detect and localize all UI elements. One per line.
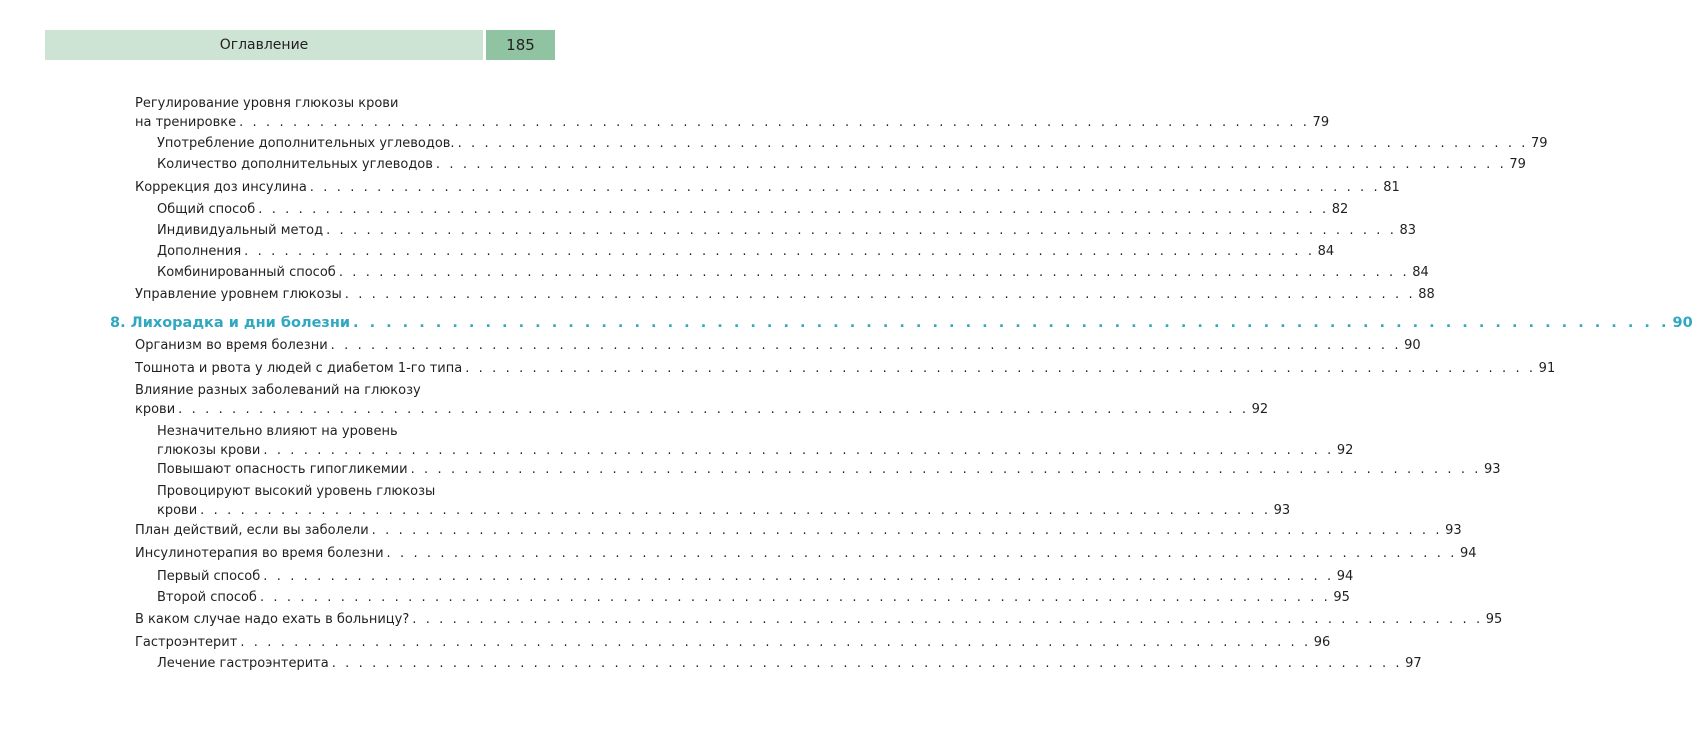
dot-leader: . . . . . . . . . . . . . . . . . . . . . . . . . . . . . . . . . . . . . . . . . . . . . . . . . . . . . . . . . . . . . . . . . . . . . . . . . . . . . . . .: [412, 612, 1483, 627]
dot-leader: . . . . . . . . . . . . . . . . . . . . . . . . . . . . . . . . . . . . . . . . . . . . . . . . . . . . . . . . . . . . . . . . . . . . . . . . . . . . . . . .: [410, 462, 1482, 477]
toc-entry-title: Комбинированный способ: [157, 265, 336, 280]
dot-leader: . . . . . . . . . . . . . . . . . . . . . . . . . . . . . . . . . . . . . . . . . . . . . . . . . . . . . . . . . . . . . . . . . . . . . . . . . . . . . . . .: [326, 223, 1397, 238]
toc-page-number: 93: [1445, 523, 1462, 538]
dot-leader: . . . . . . . . . . . . . . . . . . . . . . . . . . . . . . . . . . . . . . . . . . . . . . . . . . . . . . . . . . . . . . . . . . . . . . . . . . . . . . . .: [331, 656, 1403, 671]
toc-page-number: 93: [1484, 462, 1501, 477]
dot-leader: . . . . . . . . . . . . . . . . . . . . . . . . . . . . . . . . . . . . . . . . . . . . . . . . . . . . . . . . . . . . . . . . . . . . . . . . . . . . . . . .: [244, 244, 1315, 259]
dot-leader: . . . . . . . . . . . . . . . . . . . . . . . . . . . . . . . . . . . . . . . . . . . . . . . . . . . . . . . . . . . . . . . . . . . . . . . . . . . . . . . .: [353, 315, 1670, 331]
toc-page-number: 81: [1383, 180, 1400, 195]
toc-page-number: 92: [1336, 443, 1354, 458]
toc-entry-title: План действий, если вы заболели: [135, 523, 369, 538]
toc-page-number: 93: [1273, 503, 1291, 518]
toc-page-number: 82: [1331, 202, 1349, 217]
toc-page-number: 79: [1531, 136, 1548, 151]
dot-leader: . . . . . . . . . . . . . . . . . . . . . . . . . . . . . . . . . . . . . . . . . . . . . . . . . . . . . . . . . . . . . . . . . . . . . . . . . . . . . . . .: [178, 402, 1249, 417]
toc-entry-title: Первый способ: [157, 569, 261, 584]
dot-leader: . . . . . . . . . . . . . . . . . . . . . . . . . . . . . . . . . . . . . . . . . . . . . . . . . . . . . . . . . . . . . . . . . . . . . . . . . . . . . . . .: [309, 180, 1381, 195]
toc-entry-title: Общий способ: [157, 202, 256, 217]
toc-page-number: 95: [1333, 590, 1350, 605]
toc-entry-title: Второй способ: [157, 590, 257, 605]
header-page-number: 185: [486, 30, 555, 60]
toc-entry-title-line: Провоцируют высокий уровень глюкозы: [157, 484, 436, 499]
toc-page-number: 83: [1399, 223, 1417, 238]
toc-page-number: 97: [1405, 656, 1422, 671]
toc-entry-title: Инсулинотерапия во время болезни: [135, 546, 384, 561]
dot-leader: . . . . . . . . . . . . . . . . . . . . . . . . . . . . . . . . . . . . . . . . . . . . . . . . . . . . . . . . . . . . . . . . . . . . . . . . . . . . . . . .: [239, 115, 1310, 130]
toc-entry-title: Гастроэнтерит: [135, 635, 238, 650]
toc-entry-title: Организм во время болезни: [135, 338, 328, 353]
toc-entry-title-line: Влияние разных заболеваний на глюкозу: [135, 383, 421, 398]
dot-leader: . . . . . . . . . . . . . . . . . . . . . . . . . . . . . . . . . . . . . . . . . . . . . . . . . . . . . . . . . . . . . . . . . . . . . . . . . . . . . . . .: [338, 265, 1410, 280]
toc-page-number: 95: [1485, 612, 1503, 627]
toc-page-number: 79: [1312, 115, 1330, 130]
dot-leader: . . . . . . . . . . . . . . . . . . . . . . . . . . . . . . . . . . . . . . . . . . . . . . . . . . . . . . . . . . . . . . . . . . . . . . . . . . . . . . . .: [263, 569, 1334, 584]
toc-entry-title: Индивидуальный метод: [157, 223, 324, 238]
dot-leader: . . . . . . . . . . . . . . . . . . . . . . . . . . . . . . . . . . . . . . . . . . . . . . . . . . . . . . . . . . . . . . . . . . . . . . . . . . . . . . . .: [457, 136, 1529, 151]
toc-entry-title: Коррекция доз инсулина: [135, 180, 307, 195]
header-title: Оглавление: [45, 30, 483, 60]
toc-page-number: 79: [1509, 157, 1526, 172]
toc-page-number: 96: [1313, 635, 1331, 650]
toc-page-number: 94: [1336, 569, 1354, 584]
toc-page-number: 84: [1317, 244, 1335, 259]
toc-entry-title: В каком случае надо ехать в больницу?: [135, 612, 410, 627]
toc-entry-title: крови: [157, 503, 198, 518]
dot-leader: . . . . . . . . . . . . . . . . . . . . . . . . . . . . . . . . . . . . . . . . . . . . . . . . . . . . . . . . . . . . . . . . . . . . . . . . . . . . . . . .: [263, 443, 1334, 458]
running-header: [45, 30, 555, 60]
toc-page-number: 90: [1672, 315, 1693, 331]
dot-leader: . . . . . . . . . . . . . . . . . . . . . . . . . . . . . . . . . . . . . . . . . . . . . . . . . . . . . . . . . . . . . . . . . . . . . . . . . . . . . . . .: [200, 503, 1271, 518]
toc-entry-title: глюкозы крови: [157, 443, 261, 458]
toc-entry-title-line: Регулирование уровня глюкозы крови: [135, 96, 399, 111]
toc-entry-title: крови: [135, 402, 176, 417]
toc-entry-title: Тошнота и рвота у людей с диабетом 1-го типа: [135, 361, 463, 376]
toc-page-number: 94: [1459, 546, 1477, 561]
toc-entry-title: 8. Лихорадка и дни болезни: [110, 315, 351, 331]
dot-leader: . . . . . . . . . . . . . . . . . . . . . . . . . . . . . . . . . . . . . . . . . . . . . . . . . . . . . . . . . . . . . . . . . . . . . . . . . . . . . . . .: [258, 202, 1329, 217]
dot-leader: . . . . . . . . . . . . . . . . . . . . . . . . . . . . . . . . . . . . . . . . . . . . . . . . . . . . . . . . . . . . . . . . . . . . . . . . . . . . . . . .: [259, 590, 1331, 605]
dot-leader: . . . . . . . . . . . . . . . . . . . . . . . . . . . . . . . . . . . . . . . . . . . . . . . . . . . . . . . . . . . . . . . . . . . . . . . . . . . . . . . .: [344, 287, 1416, 302]
dot-leader: . . . . . . . . . . . . . . . . . . . . . . . . . . . . . . . . . . . . . . . . . . . . . . . . . . . . . . . . . . . . . . . . . . . . . . . . . . . . . . . .: [465, 361, 1536, 376]
toc-entry-title: Дополнения: [157, 244, 242, 259]
toc-entry-title-line: Незначительно влияют на уровень: [157, 424, 398, 439]
toc-entry-title: Количество дополнительных углеводов: [157, 157, 433, 172]
toc-entry-title: Употребление дополнительных углеводов.: [157, 136, 455, 151]
toc-entry-title: Лечение гастроэнтерита: [157, 656, 329, 671]
dot-leader: . . . . . . . . . . . . . . . . . . . . . . . . . . . . . . . . . . . . . . . . . . . . . . . . . . . . . . . . . . . . . . . . . . . . . . . . . . . . . . . .: [371, 523, 1443, 538]
toc-entry-title: Управление уровнем глюкозы: [135, 287, 342, 302]
toc-page-number: 88: [1418, 287, 1435, 302]
dot-leader: . . . . . . . . . . . . . . . . . . . . . . . . . . . . . . . . . . . . . . . . . . . . . . . . . . . . . . . . . . . . . . . . . . . . . . . . . . . . . . . .: [435, 157, 1507, 172]
toc-page-number: 91: [1538, 361, 1556, 376]
dot-leader: . . . . . . . . . . . . . . . . . . . . . . . . . . . . . . . . . . . . . . . . . . . . . . . . . . . . . . . . . . . . . . . . . . . . . . . . . . . . . . . .: [386, 546, 1457, 561]
dot-leader: . . . . . . . . . . . . . . . . . . . . . . . . . . . . . . . . . . . . . . . . . . . . . . . . . . . . . . . . . . . . . . . . . . . . . . . . . . . . . . . .: [330, 338, 1402, 353]
dot-leader: . . . . . . . . . . . . . . . . . . . . . . . . . . . . . . . . . . . . . . . . . . . . . . . . . . . . . . . . . . . . . . . . . . . . . . . . . . . . . . . .: [240, 635, 1311, 650]
toc-entry-title: на тренировке: [135, 115, 237, 130]
toc-page-number: 90: [1404, 338, 1421, 353]
toc-entry-title: Повышают опасность гипогликемии: [157, 462, 408, 477]
toc-page-number: 84: [1412, 265, 1429, 280]
toc-page-number: 92: [1251, 402, 1269, 417]
